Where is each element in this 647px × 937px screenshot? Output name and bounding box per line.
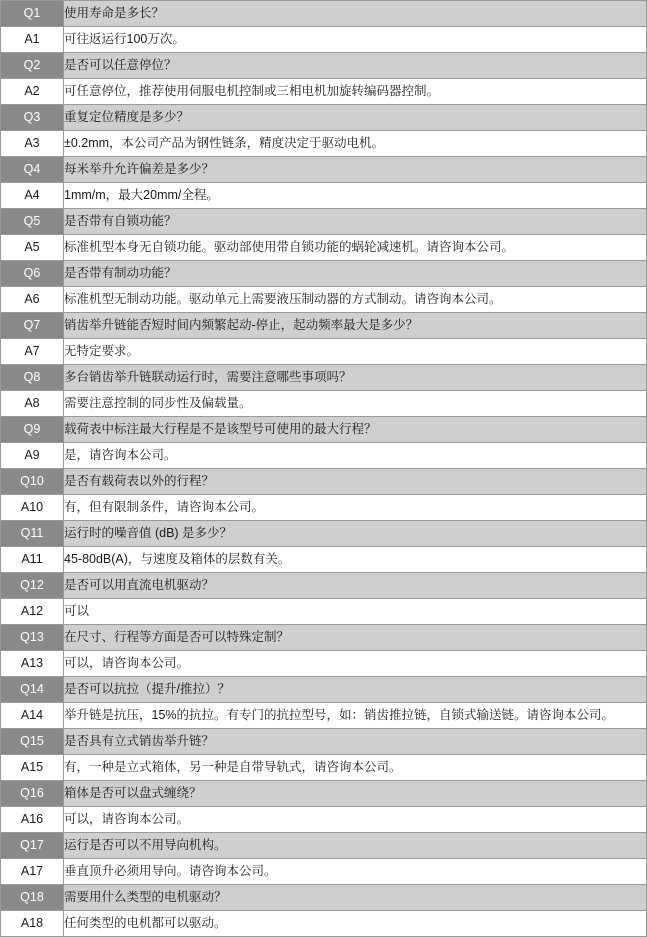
answer-text: 需要注意控制的同步性及偏载量。 [64,391,647,417]
answer-text: 是，请咨询本公司。 [64,443,647,469]
question-text: 运行时的噪音值 (dB) 是多少？ [64,521,647,547]
question-label: Q7 [1,313,64,339]
answer-text: 1mm/m，最大20mm/全程。 [64,183,647,209]
answer-label: A11 [1,547,64,573]
faq-question-row [1,313,647,339]
answer-label: A5 [1,235,64,261]
faq-question-row [1,209,647,235]
answer-label: A16 [1,807,64,833]
answer-text: 垂直顶升必须用导向。请咨询本公司。 [64,859,647,885]
question-label: Q6 [1,261,64,287]
faq-answer-row [1,391,647,417]
question-label: Q14 [1,677,64,703]
answer-text: 任何类型的电机都可以驱动。 [64,911,647,937]
faq-answer-row [1,651,647,677]
faq-question-row [1,729,647,755]
faq-answer-row [1,235,647,261]
question-text: 是否有载荷表以外的行程？ [64,469,647,495]
answer-label: A17 [1,859,64,885]
faq-question-row [1,261,647,287]
question-label: Q11 [1,521,64,547]
answer-text: 标准机型无制动功能。驱动单元上需要液压制动器的方式制动。请咨询本公司。 [64,287,647,313]
answer-label: A18 [1,911,64,937]
answer-text: 无特定要求。 [64,339,647,365]
answer-text: 举升链是抗压，15%的抗拉。有专门的抗拉型号，如：销齿推拉链，自锁式输送链。请咨询本公司。 [64,703,647,729]
answer-text: 有，但有限制条件，请咨询本公司。 [64,495,647,521]
question-text: 在尺寸、行程等方面是否可以特殊定制？ [64,625,647,651]
faq-table-body [1,1,647,937]
question-text: 是否带有制动功能？ [64,261,647,287]
faq-question-row [1,417,647,443]
question-label: Q3 [1,105,64,131]
question-label: Q8 [1,365,64,391]
answer-label: A15 [1,755,64,781]
faq-question-row [1,365,647,391]
faq-answer-row [1,755,647,781]
faq-answer-row [1,27,647,53]
answer-label: A1 [1,27,64,53]
faq-question-row [1,1,647,27]
answer-text: 标准机型本身无自锁功能。驱动部使用带自锁功能的蜗轮减速机。请咨询本公司。 [64,235,647,261]
faq-question-row [1,53,647,79]
question-label: Q15 [1,729,64,755]
answer-label: A7 [1,339,64,365]
question-label: Q16 [1,781,64,807]
question-text: 载荷表中标注最大行程是不是该型号可使用的最大行程？ [64,417,647,443]
answer-label: A10 [1,495,64,521]
answer-label: A8 [1,391,64,417]
answer-text: 可任意停位，推荐使用伺服电机控制或三相电机加旋转编码器控制。 [64,79,647,105]
question-label: Q4 [1,157,64,183]
question-text: 销齿举升链能否短时间内频繁起动-停止，起动频率最大是多少？ [64,313,647,339]
faq-question-row [1,469,647,495]
question-text: 是否可以用直流电机驱动？ [64,573,647,599]
answer-text: 45-80dB(A)，与速度及箱体的层数有关。 [64,547,647,573]
answer-text: 可以 [64,599,647,625]
answer-label: A12 [1,599,64,625]
answer-text: 可往返运行100万次。 [64,27,647,53]
answer-label: A13 [1,651,64,677]
faq-answer-row [1,183,647,209]
faq-answer-row [1,287,647,313]
faq-question-row [1,833,647,859]
answer-text: 可以，请咨询本公司。 [64,807,647,833]
faq-answer-row [1,599,647,625]
question-label: Q9 [1,417,64,443]
question-text: 是否可以抗拉（提升/推拉）？ [64,677,647,703]
faq-answer-row [1,443,647,469]
faq-question-row [1,521,647,547]
faq-answer-row [1,703,647,729]
question-label: Q13 [1,625,64,651]
question-text: 使用寿命是多长？ [64,1,647,27]
faq-question-row [1,677,647,703]
question-text: 箱体是否可以盘式缠绕？ [64,781,647,807]
faq-answer-row [1,859,647,885]
answer-label: A3 [1,131,64,157]
question-text: 多台销齿举升链联动运行时，需要注意哪些事项吗？ [64,365,647,391]
question-text: 是否可以任意停位？ [64,53,647,79]
answer-label: A6 [1,287,64,313]
faq-answer-row [1,547,647,573]
question-label: Q1 [1,1,64,27]
answer-text: ±0.2mm，本公司产品为钢性链条，精度决定于驱动电机。 [64,131,647,157]
faq-question-row [1,573,647,599]
faq-answer-row [1,807,647,833]
question-text: 运行是否可以不用导向机构。 [64,833,647,859]
faq-question-row [1,157,647,183]
faq-answer-row [1,131,647,157]
faq-question-row [1,781,647,807]
faq-answer-row [1,911,647,937]
question-label: Q18 [1,885,64,911]
answer-label: A4 [1,183,64,209]
faq-question-row [1,885,647,911]
answer-label: A2 [1,79,64,105]
question-label: Q2 [1,53,64,79]
faq-question-row [1,625,647,651]
question-label: Q17 [1,833,64,859]
answer-label: A9 [1,443,64,469]
question-label: Q5 [1,209,64,235]
question-text: 是否具有立式销齿举升链？ [64,729,647,755]
question-text: 是否带有自锁功能？ [64,209,647,235]
question-text: 重复定位精度是多少？ [64,105,647,131]
faq-answer-row [1,79,647,105]
answer-label: A14 [1,703,64,729]
faq-answer-row [1,339,647,365]
faq-answer-row [1,495,647,521]
question-text: 需要用什么类型的电机驱动？ [64,885,647,911]
faq-question-row [1,105,647,131]
question-text: 每米举升允许偏差是多少？ [64,157,647,183]
answer-text: 可以，请咨询本公司。 [64,651,647,677]
question-label: Q10 [1,469,64,495]
answer-text: 有，一种是立式箱体，另一种是自带导轨式，请咨询本公司。 [64,755,647,781]
question-label: Q12 [1,573,64,599]
